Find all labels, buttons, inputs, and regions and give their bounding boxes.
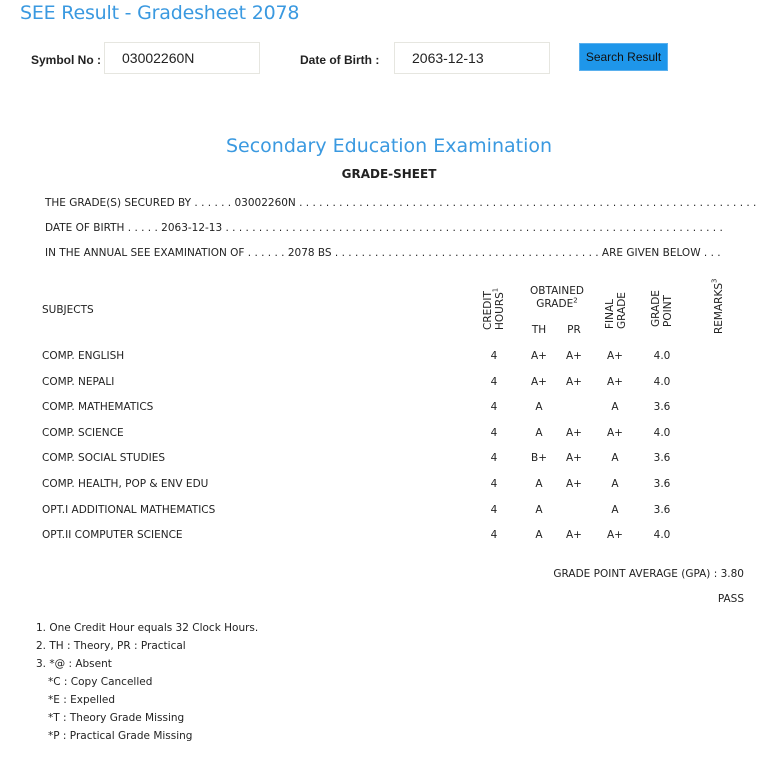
result-status: PASS [717,593,744,605]
credit-hours-header-line2: HOURS [494,292,506,330]
exam-line: IN THE ANNUAL SEE EXAMINATION OF . . . . . . 2078 BS . . . . . . . . . . . . . . . . . . . . . . . . . . . . . . . . . . . . . . . . ARE GIVEN BELOW . . . [45,247,721,259]
practical-grade-cell: A+ [566,376,582,388]
credit-hours-cell: 4 [490,401,498,413]
dob-line: DATE OF BIRTH . . . . . 2063-12-13 . . . . . . . . . . . . . . . . . . . . . . . . . . . . . . . . . . . . . . . . . . . . . . . . . . . . . . . . . . . . . . . . . . . . . . . . . . . [45,222,723,234]
remarks-header [710,278,725,334]
grade-point-cell: 3.6 [653,504,671,516]
theory-grade-cell: A [535,529,543,541]
obtained-grade-header [524,285,590,311]
practical-grade-cell: A+ [566,478,582,490]
credit-hours-cell: 4 [490,350,498,362]
final-grade-cell: A [611,401,619,413]
grade-point-cell: 3.6 [653,401,671,413]
table-row [0,376,778,392]
credit-hours-header-line1: CREDIT [482,291,494,330]
theory-grade-cell: A [535,401,543,413]
table-row [0,401,778,417]
subject-cell: COMP. NEPALI [42,376,115,388]
search-result-button[interactable]: Search Result [579,43,668,71]
grade-point-cell: 3.6 [653,452,671,464]
final-grade-cell: A+ [607,350,623,362]
practical-grade-cell: A+ [566,350,582,362]
credit-hours-cell: 4 [490,376,498,388]
note-3-practical-missing: *P : Practical Grade Missing [48,730,193,742]
theory-grade-cell: A [535,478,543,490]
secured-by-line: THE GRADE(S) SECURED BY . . . . . . 03002260N . . . . . . . . . . . . . . . . . . . . . . . . . . . . . . . . . . . . . . . . . . . . . . . . . . . . . . . . . . . . . . . . . . . . . [45,197,757,209]
theory-grade-cell: A [535,504,543,516]
note-3: 3. *@ : Absent [36,658,112,670]
dob-label: Date of Birth : [300,53,380,67]
subject-cell: OPT.II COMPUTER SCIENCE [42,529,183,541]
obtained-header-line1: OBTAINED [530,285,584,297]
note-3-expelled: *E : Expelled [48,694,116,706]
final-grade-cell: A [611,478,619,490]
credit-hours-cell: 4 [490,478,498,490]
final-grade-header [604,292,628,329]
footnote-2: 2 [573,296,578,305]
footnote-3: 3 [710,278,719,283]
grade-point-header-line1: GRADE [650,290,662,327]
exam-title: Secondary Education Examination [225,135,553,157]
practical-grade-cell: A+ [566,529,582,541]
grade-point-cell: 4.0 [653,529,671,541]
credit-hours-cell: 4 [490,427,498,439]
subject-cell: COMP. ENGLISH [42,350,125,362]
table-row [0,478,778,494]
subject-cell: COMP. MATHEMATICS [42,401,154,413]
remarks-header-label: REMARKS [713,282,725,334]
credit-hours-cell: 4 [490,504,498,516]
page-title: SEE Result - Gradesheet 2078 [20,2,300,24]
table-row [0,350,778,366]
grade-point-header-line2: POINT [662,295,674,327]
table-row [0,529,778,545]
grade-point-cell: 4.0 [653,350,671,362]
table-row [0,504,778,520]
credit-hours-cell: 4 [490,452,498,464]
subjects-header: SUBJECTS [42,304,94,316]
pr-header: PR [567,324,581,336]
credit-hours-header [482,287,506,330]
table-row [0,427,778,443]
grade-point-header [650,290,674,327]
theory-grade-cell: A [535,427,543,439]
final-grade-header-line1: FINAL [604,298,616,329]
practical-grade-cell: A+ [566,452,582,464]
footnote-1: 1 [491,287,500,293]
note-2: 2. TH : Theory, PR : Practical [36,640,186,652]
subject-cell: COMP. HEALTH, POP & ENV EDU [42,478,209,490]
theory-grade-cell: A+ [531,376,547,388]
grade-point-cell: 4.0 [653,427,671,439]
final-grade-cell: A [611,452,619,464]
symbol-no-input[interactable] [104,42,260,74]
final-grade-header-line2: GRADE [616,292,628,329]
symbol-no-label: Symbol No : [31,53,102,67]
subject-cell: COMP. SCIENCE [42,427,124,439]
note-3-copy-cancelled: *C : Copy Cancelled [48,676,153,688]
subject-cell: OPT.I ADDITIONAL MATHEMATICS [42,504,216,516]
theory-grade-cell: B+ [530,452,547,464]
grade-point-cell: 4.0 [653,376,671,388]
gradesheet-title: GRADE-SHEET [341,167,437,181]
dob-input[interactable] [394,42,550,74]
table-row [0,452,778,468]
obtained-header-line2: GRADE [536,298,574,310]
subject-cell: COMP. SOCIAL STUDIES [42,452,166,464]
final-grade-cell: A+ [607,427,623,439]
grade-point-cell: 3.6 [653,478,671,490]
th-header: TH [531,324,547,336]
practical-grade-cell: A+ [566,427,582,439]
final-grade-cell: A+ [607,376,623,388]
credit-hours-cell: 4 [490,529,498,541]
final-grade-cell: A+ [607,529,623,541]
theory-grade-cell: A+ [531,350,547,362]
note-1: 1. One Credit Hour equals 32 Clock Hours. [36,622,259,634]
note-3-theory-missing: *T : Theory Grade Missing [48,712,185,724]
final-grade-cell: A [611,504,619,516]
gpa-line: GRADE POINT AVERAGE (GPA) : 3.80 [553,568,744,580]
